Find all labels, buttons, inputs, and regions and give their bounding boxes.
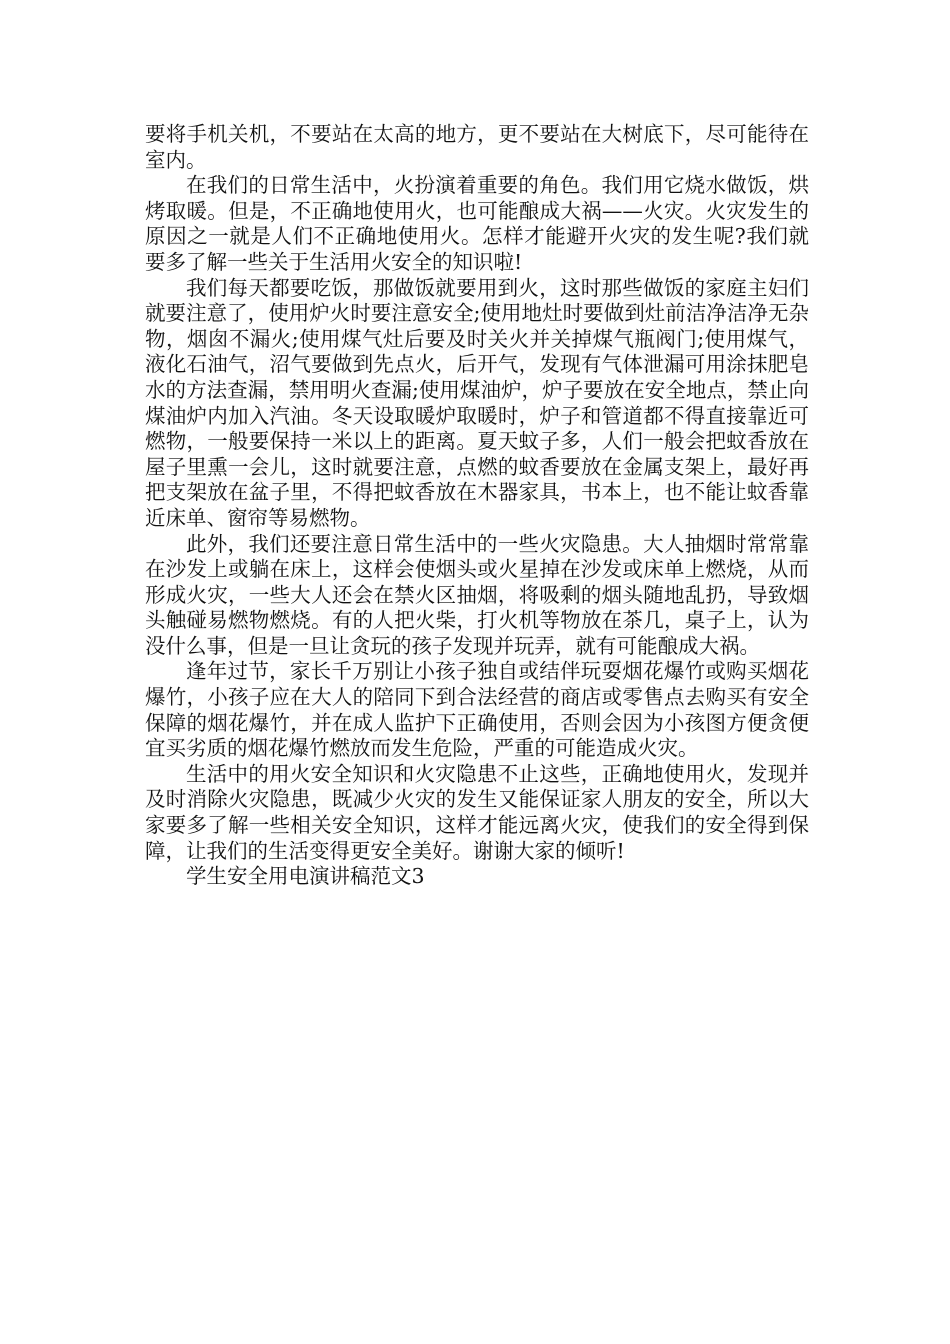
paragraph-conclusion: 生活中的用火安全知识和火灾隐患不止这些，正确地使用火，发现并及时消除火灾隐患，既减少火灾的发生又能保证家人朋友的安全，所以大家要多了解一些相关安全知识，这样才能远离火灾，使我们的安全得到保障，让我们的生活变得更安全美好。谢谢大家的倾听! [145,761,809,863]
paragraph-continued: 要将手机关机，不要站在太高的地方，更不要站在大树底下，尽可能待在室内。 [145,122,809,172]
paragraph-fire-role: 在我们的日常生活中，火扮演着重要的角色。我们用它烧水做饭，烘烤取暖。但是，不正确地使用火，也可能酿成大祸——火灾。火灾发生的原因之一就是人们不正确地使用火。怎样才能避开火灾的发生呢?我们就要多了解一些关于生活用火安全的知识啦! [145,173,809,274]
next-section-heading: 学生安全用电演讲稿范文3 [186,864,425,889]
paragraph-cooking-safety: 我们每天都要吃饭，那做饭就要用到火，这时那些做饭的家庭主妇们就要注意了，使用炉火时要注意安全;使用地灶时要做到灶前洁净洁净无杂物，烟囱不漏火;使用煤气灶后要及时关火并关掉煤气瓶阀门;使用煤气，液化石油气，沼气要做到先点火，后开气，发现有气体泄漏可用涂抹肥皂水的方法查漏，禁用明火查漏;使用煤油炉，炉子要放在安全地点，禁止向煤油炉内加入汽油。冬天设取暖炉取暖时，炉子和管道都不得直接靠近可燃物，一般要保持一米以上的距离。夏天蚊子多，人们一般会把蚊香放在屋子里熏一会儿，这时就要注意，点燃的蚊香要放在金属支架上，最好再把支架放在盆子里，不得把蚊香放在木器家具，书本上，也不能让蚊香靠近床单、窗帘等易燃物。 [145,275,809,530]
paragraph-fireworks: 逢年过节，家长千万别让小孩子独自或结伴玩耍烟花爆竹或购买烟花爆竹，小孩子应在大人的陪同下到合法经营的商店或零售点去购买有安全保障的烟花爆竹，并在成人监护下正确使用，否则会因为小孩图方便贪便宜买劣质的烟花爆竹燃放而发生危险，严重的可能造成火灾。 [145,659,809,761]
paragraph-fire-hazards: 此外，我们还要注意日常生活中的一些火灾隐患。大人抽烟时常常靠在沙发上或躺在床上，这样会使烟头或火星掉在沙发或床单上燃烧，从而形成火灾，一些大人还会在禁火区抽烟，将吸剩的烟头随地乱扔，导致烟头触碰易燃物燃烧。有的人把火柴，打火机等物放在茶几，桌子上，认为没什么事，但是一旦让贪玩的孩子发现并玩弄，就有可能酿成大祸。 [145,531,809,658]
document-page [145,122,809,890]
